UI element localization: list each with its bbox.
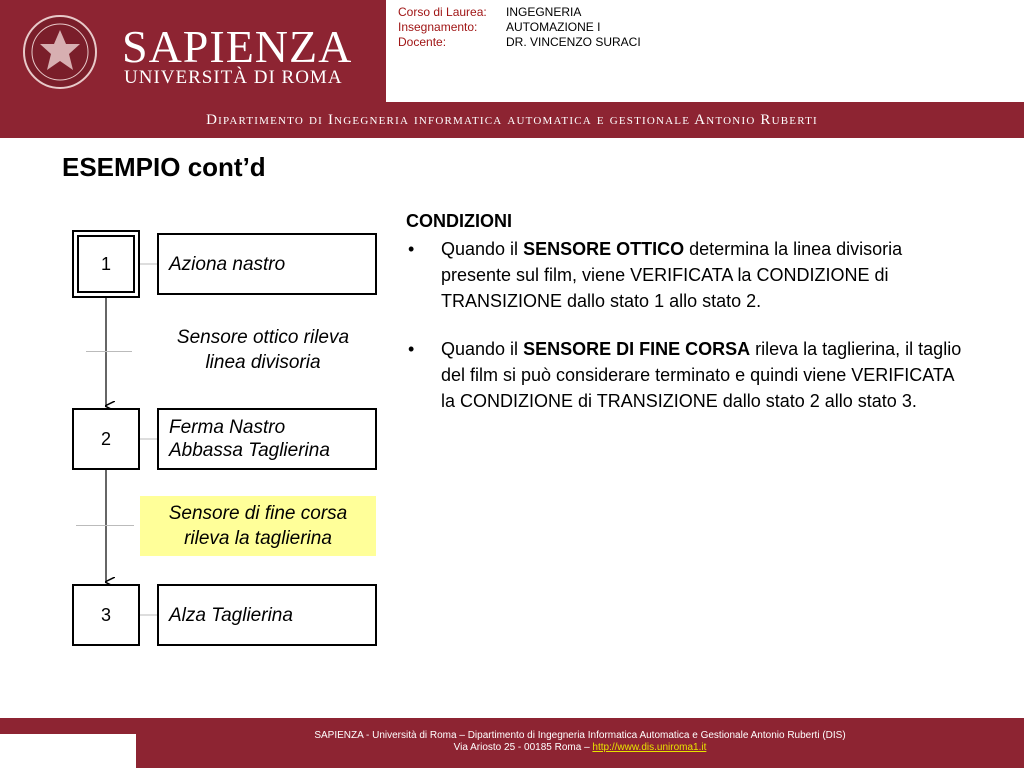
bullet-text [441,336,966,414]
action-line: Aziona nastro [169,253,286,275]
action-3 [157,584,377,646]
university-name: SAPIENZA [122,21,353,72]
footer-text [136,730,1024,754]
bullet-text-bold: SENSORE DI FINE CORSA [523,339,751,359]
transition-1-condition [140,322,386,378]
bullet-text-bold: SENSORE OTTICO [523,239,685,259]
bullet-dot: • [408,239,415,259]
university-subtitle: UNIVERSITÀ DI ROMA [124,67,343,88]
course-info-row [398,35,641,50]
action-1 [157,233,377,295]
transition-1-bar [86,351,132,352]
transition-2-bar [76,525,134,526]
footer-line-2 [136,742,1024,754]
footer-address: Via Ariosto 25 - 00185 Roma – [453,742,593,753]
course-info-value: AUTOMAZIONE I [506,20,601,34]
footer-accent [0,718,136,734]
course-info [398,5,641,50]
step-3: 3 [72,584,140,646]
action-line: Abbassa Taglierina [169,440,330,461]
action-line: Ferma Nastro [169,417,286,438]
condition-line: linea divisoria [205,352,321,373]
course-info-key: Docente: [398,35,447,49]
course-info-key: Corso di Laurea: [398,5,487,19]
step-2: 2 [72,408,140,470]
department-name: Dipartimento di Ingegneria informatica automatica e gestionale Antonio Ruberti [206,112,818,128]
course-info-key: Insegnamento: [398,20,478,34]
bullet-text-pre: Quando il [441,239,524,259]
condition-bullet [406,336,966,414]
bullet-text-pre: Quando il [441,339,524,359]
condition-bullet [406,236,966,314]
footer-line-1: SAPIENZA - Università di Roma – Dipartimento di Ingegneria Informatica Automatica e Gestionale Antonio Ruberti (DIS) [314,730,846,741]
course-info-value: INGEGNERIA [506,5,582,19]
condition-line: Sensore ottico rileva [176,327,350,348]
bullet-dot: • [408,339,415,359]
step-1: 1 [77,235,135,293]
slide-title: ESEMPIO cont’d [62,152,266,182]
condition-line: Sensore di fine corsa [168,503,348,524]
conditions-heading: CONDIZIONI [406,211,512,231]
bullet-text-post: rileva la taglierina, il taglio del film si può considerare terminato e quindi viene VERIFICATA la CONDIZIONE di TRANSIZIONE dallo stato 2 allo stato 3. [441,339,962,411]
course-info-row [398,5,641,20]
action-2 [157,408,377,470]
condition-line: rileva la taglierina [184,528,332,549]
footer-website-link[interactable]: http://www.dis.uniroma1.it [592,742,707,753]
course-info-row [398,20,641,35]
course-info-value: DR. VINCENZO SURACI [506,35,641,49]
bullet-text-post: determina la linea divisoria presente sul film, viene VERIFICATA la CONDIZIONE di TRANSIZIONE dallo stato 1 allo stato 2. [441,239,903,311]
bullet-text [441,236,966,314]
action-line: Alza Taglierina [169,604,293,626]
conditions-panel [406,208,966,436]
transition-2-condition [140,496,376,556]
